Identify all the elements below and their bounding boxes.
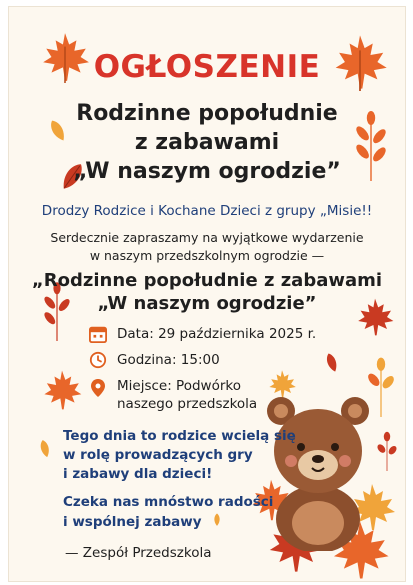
closing-line: Czeka nas mnóstwo radości xyxy=(63,494,274,510)
signature: — Zespół Przedszkola xyxy=(65,545,212,561)
maple-leaf-icon xyxy=(41,367,83,413)
invitation-line: Serdecznie zapraszamy na wyjątkowe wydarzenie xyxy=(50,230,364,245)
body-line: Tego dnia to rodzice wcielą się xyxy=(63,428,296,444)
event-place-line: naszego przedszkola xyxy=(117,396,258,412)
leaf-icon xyxy=(210,512,224,528)
greeting: Drodzy Rodzice i Kochane Dzieci z grupy „Misie!! xyxy=(41,203,373,219)
clock-icon xyxy=(89,351,107,369)
body-line: w rolę prowadzących gry xyxy=(63,447,253,463)
oval-leaf-icon xyxy=(32,433,59,465)
invitation-line: w naszym przedszkolnym ogrodzie — xyxy=(89,248,325,263)
invitation-text xyxy=(39,229,375,265)
event-name-line: „W naszym ogrodzie” xyxy=(97,293,317,314)
event-place-line: Miejsce: Podwórko xyxy=(117,378,241,394)
event-name xyxy=(29,269,385,315)
body-text xyxy=(63,427,296,484)
event-time: Godzina: 15:00 xyxy=(117,352,220,368)
subtitle xyxy=(49,99,365,186)
subtitle-line: „W naszym ogrodzie” xyxy=(73,159,341,184)
oval-leaf-icon xyxy=(317,346,347,380)
subtitle-line: Rodzinne popołudnie xyxy=(76,101,338,126)
leaf-branch-icon xyxy=(375,431,399,471)
poster xyxy=(8,6,406,582)
location-pin-icon xyxy=(90,378,106,398)
closing-line xyxy=(63,512,273,532)
subtitle-line: z zabawami xyxy=(134,130,280,155)
event-place xyxy=(117,377,257,413)
closing-line-text: i wspólnej zabawy xyxy=(63,514,202,530)
page-title: OGŁOSZENIE xyxy=(93,49,321,85)
body-line: i zabawy dla dzieci! xyxy=(63,466,213,482)
event-name-line: „Rodzinne popołudnie z zabawami xyxy=(31,270,383,291)
closing-text xyxy=(63,493,273,532)
calendar-icon xyxy=(89,325,107,343)
event-date: Data: 29 października 2025 r. xyxy=(117,326,317,342)
